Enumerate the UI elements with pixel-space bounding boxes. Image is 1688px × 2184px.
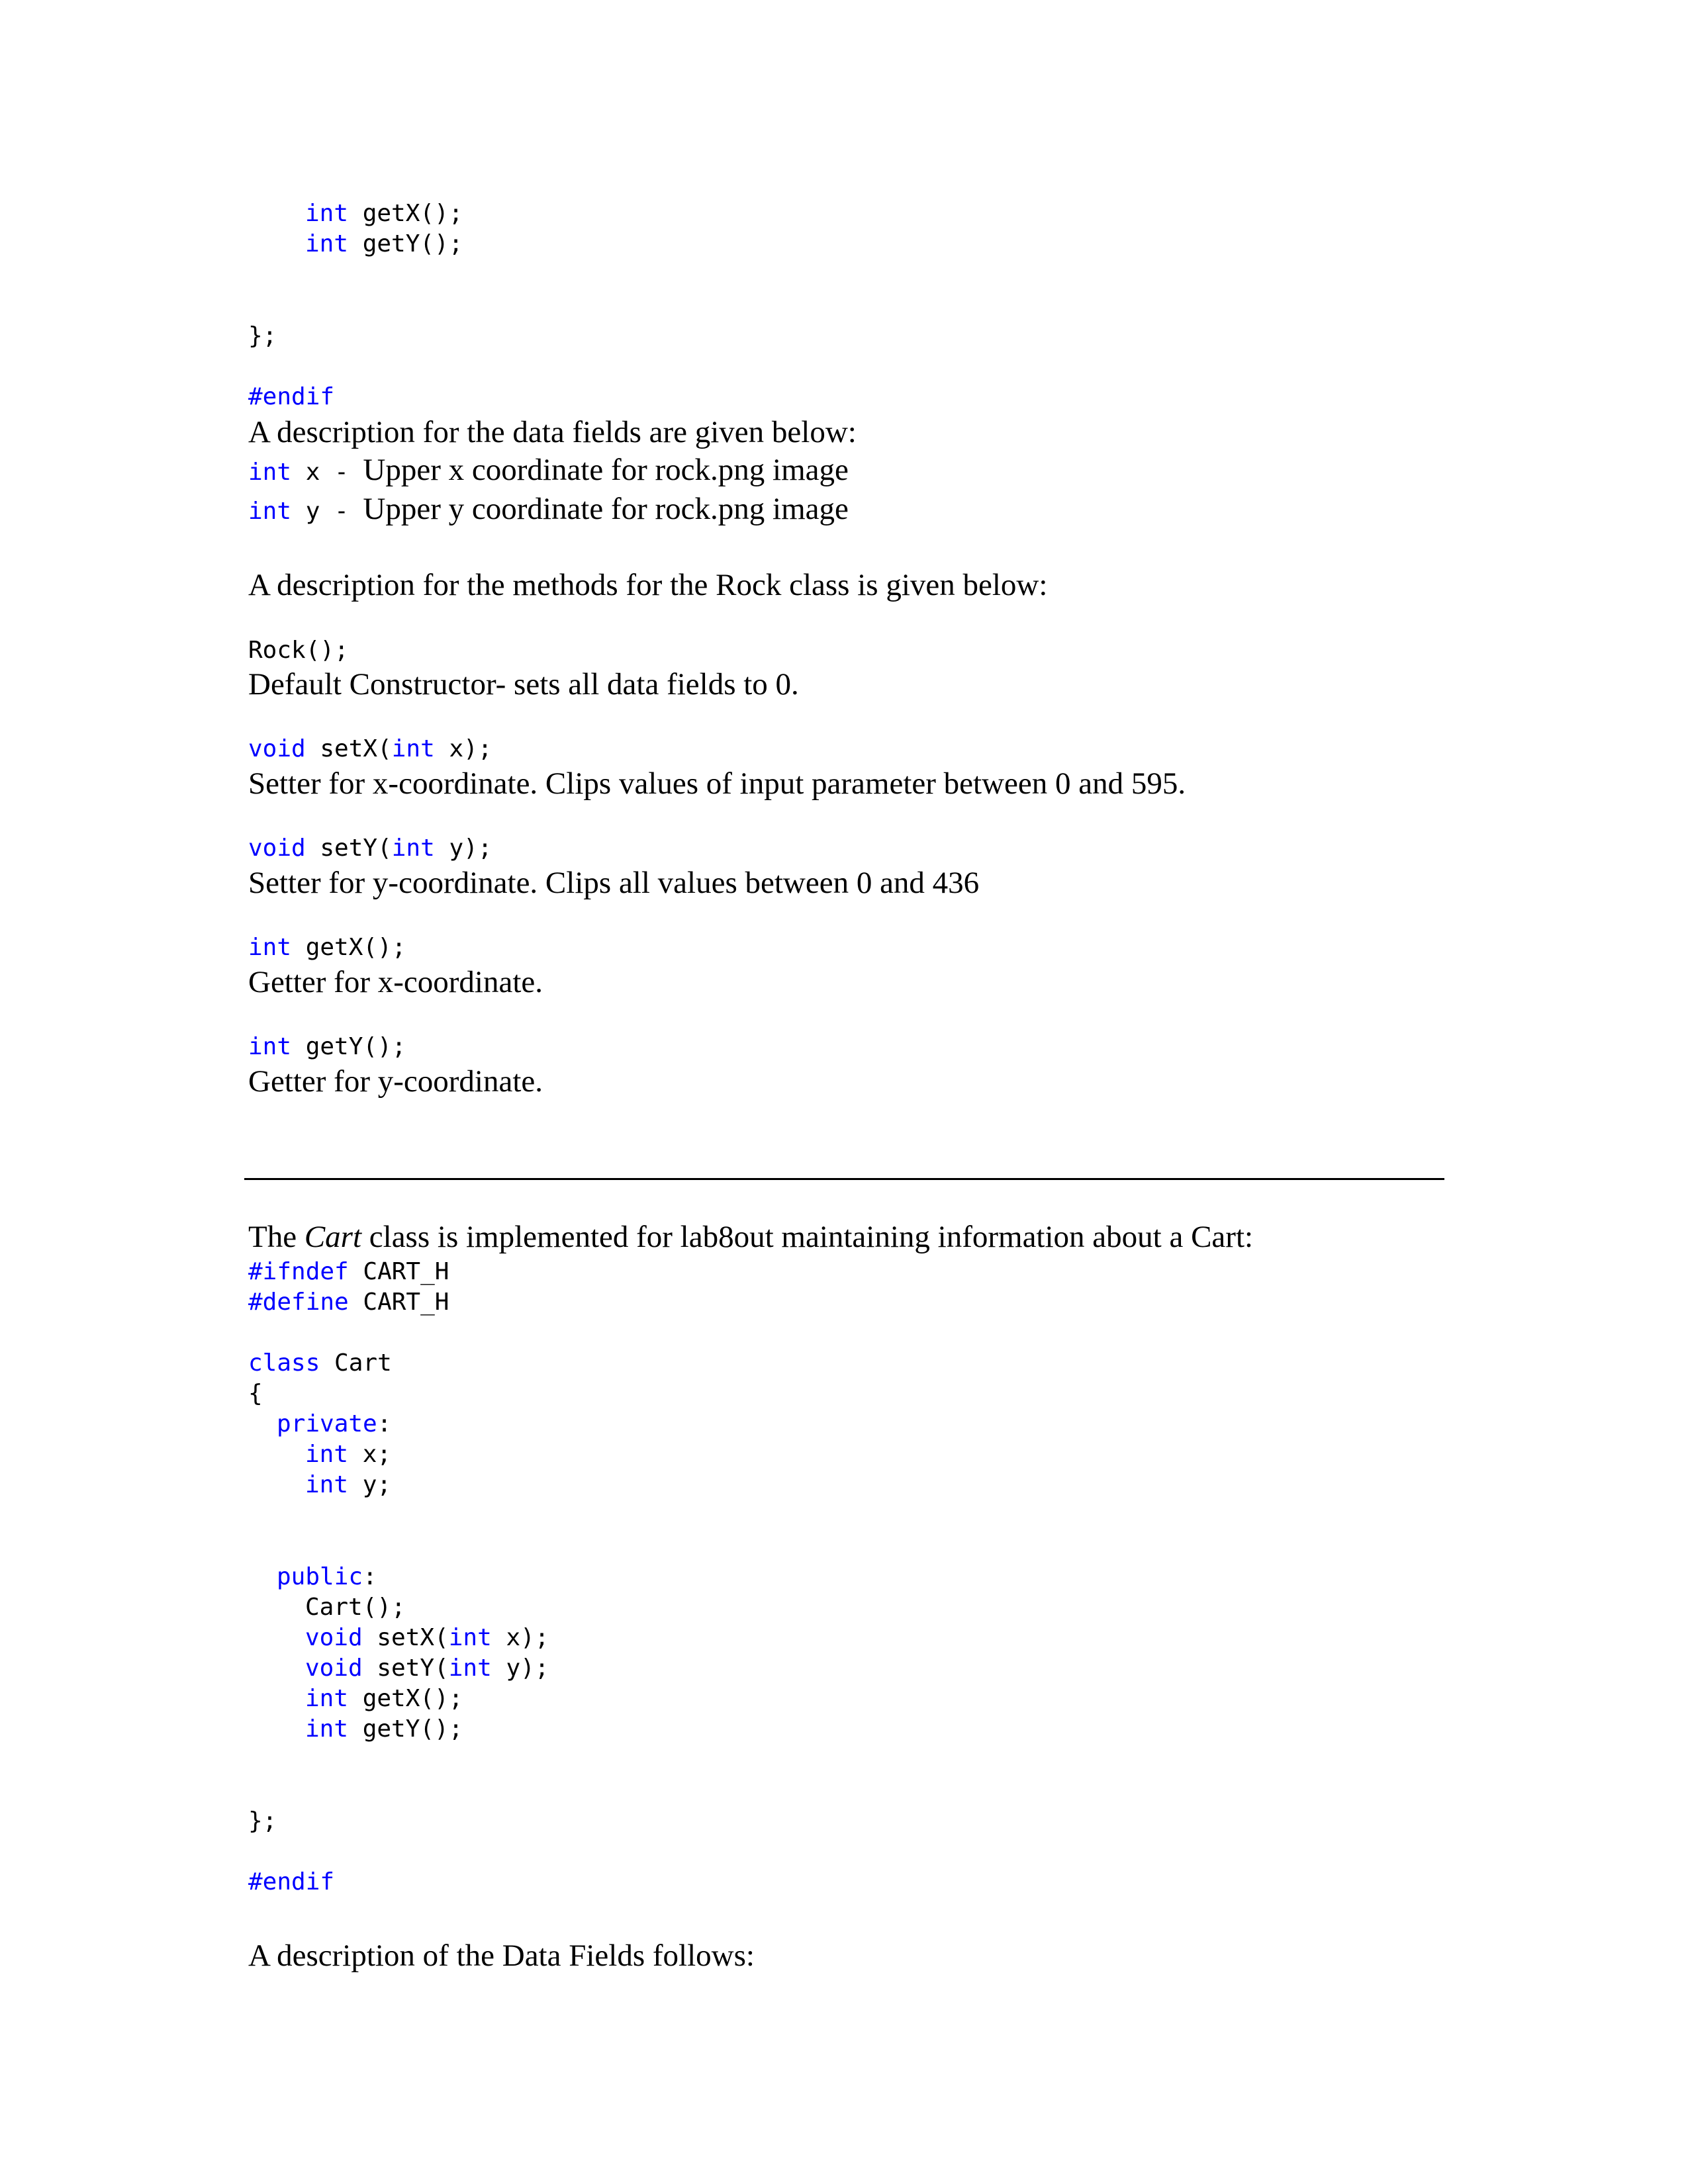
cart-intro: The Cart class is implemented for lab8out maintaining information about a Cart:: [248, 1220, 1254, 1254]
rock-field-y: int y - Upper y coordinate for rock.png image: [248, 492, 849, 526]
cart-code-endif: #endif: [248, 1868, 335, 1895]
rock-method-ctor-sig: Rock();: [248, 637, 349, 664]
rock-method-setx-sig: void setX(int x);: [248, 735, 492, 762]
cart-code-sety: void setY(int y);: [305, 1655, 549, 1682]
cart-code-setx: void setX(int x);: [305, 1624, 549, 1651]
rock-method-gety-sig: int getY();: [248, 1033, 406, 1060]
cart-code-field-x: int x;: [305, 1441, 392, 1468]
section-divider: [244, 1178, 1444, 1180]
rock-method-getx-desc: Getter for x-coordinate.: [248, 965, 543, 999]
rock-field-x: int x - Upper x coordinate for rock.png image: [248, 453, 849, 487]
cart-code-field-y: int y;: [305, 1471, 392, 1498]
rock-method-ctor-desc: Default Constructor- sets all data fields to 0.: [248, 667, 799, 702]
cart-code-ctor: Cart();: [305, 1594, 406, 1621]
rock-method-gety-desc: Getter for y-coordinate.: [248, 1064, 543, 1099]
rock-fields-intro: A description for the data fields are given below:: [248, 415, 857, 449]
cart-code-class: class Cart: [248, 1349, 392, 1377]
cart-code-public: public:: [277, 1563, 377, 1590]
cart-code-private: private:: [277, 1410, 392, 1437]
rock-method-sety-sig: void setY(int y);: [248, 835, 492, 862]
cart-code-open: {: [248, 1380, 263, 1407]
cart-code-getx: int getX();: [305, 1685, 463, 1712]
cart-code-gety: int getY();: [305, 1715, 463, 1743]
rock-code-close: };: [248, 322, 277, 349]
cart-fields-intro: A description of the Data Fields follows:: [248, 1938, 755, 1973]
rock-code-getx: int getX();: [305, 200, 463, 227]
cart-code-close: };: [248, 1807, 277, 1835]
rock-method-setx-desc: Setter for x-coordinate. Clips values of input parameter between 0 and 595.: [248, 766, 1186, 801]
rock-code-gety: int getY();: [305, 230, 463, 257]
rock-method-getx-sig: int getX();: [248, 934, 406, 961]
rock-methods-intro: A description for the methods for the Rock class is given below:: [248, 568, 1048, 602]
rock-method-sety-desc: Setter for y-coordinate. Clips all values between 0 and 436: [248, 866, 980, 900]
cart-code-ifndef: #ifndef CART_H: [248, 1258, 449, 1285]
cart-code-define: #define CART_H: [248, 1289, 449, 1316]
rock-code-endif: #endif: [248, 383, 335, 410]
